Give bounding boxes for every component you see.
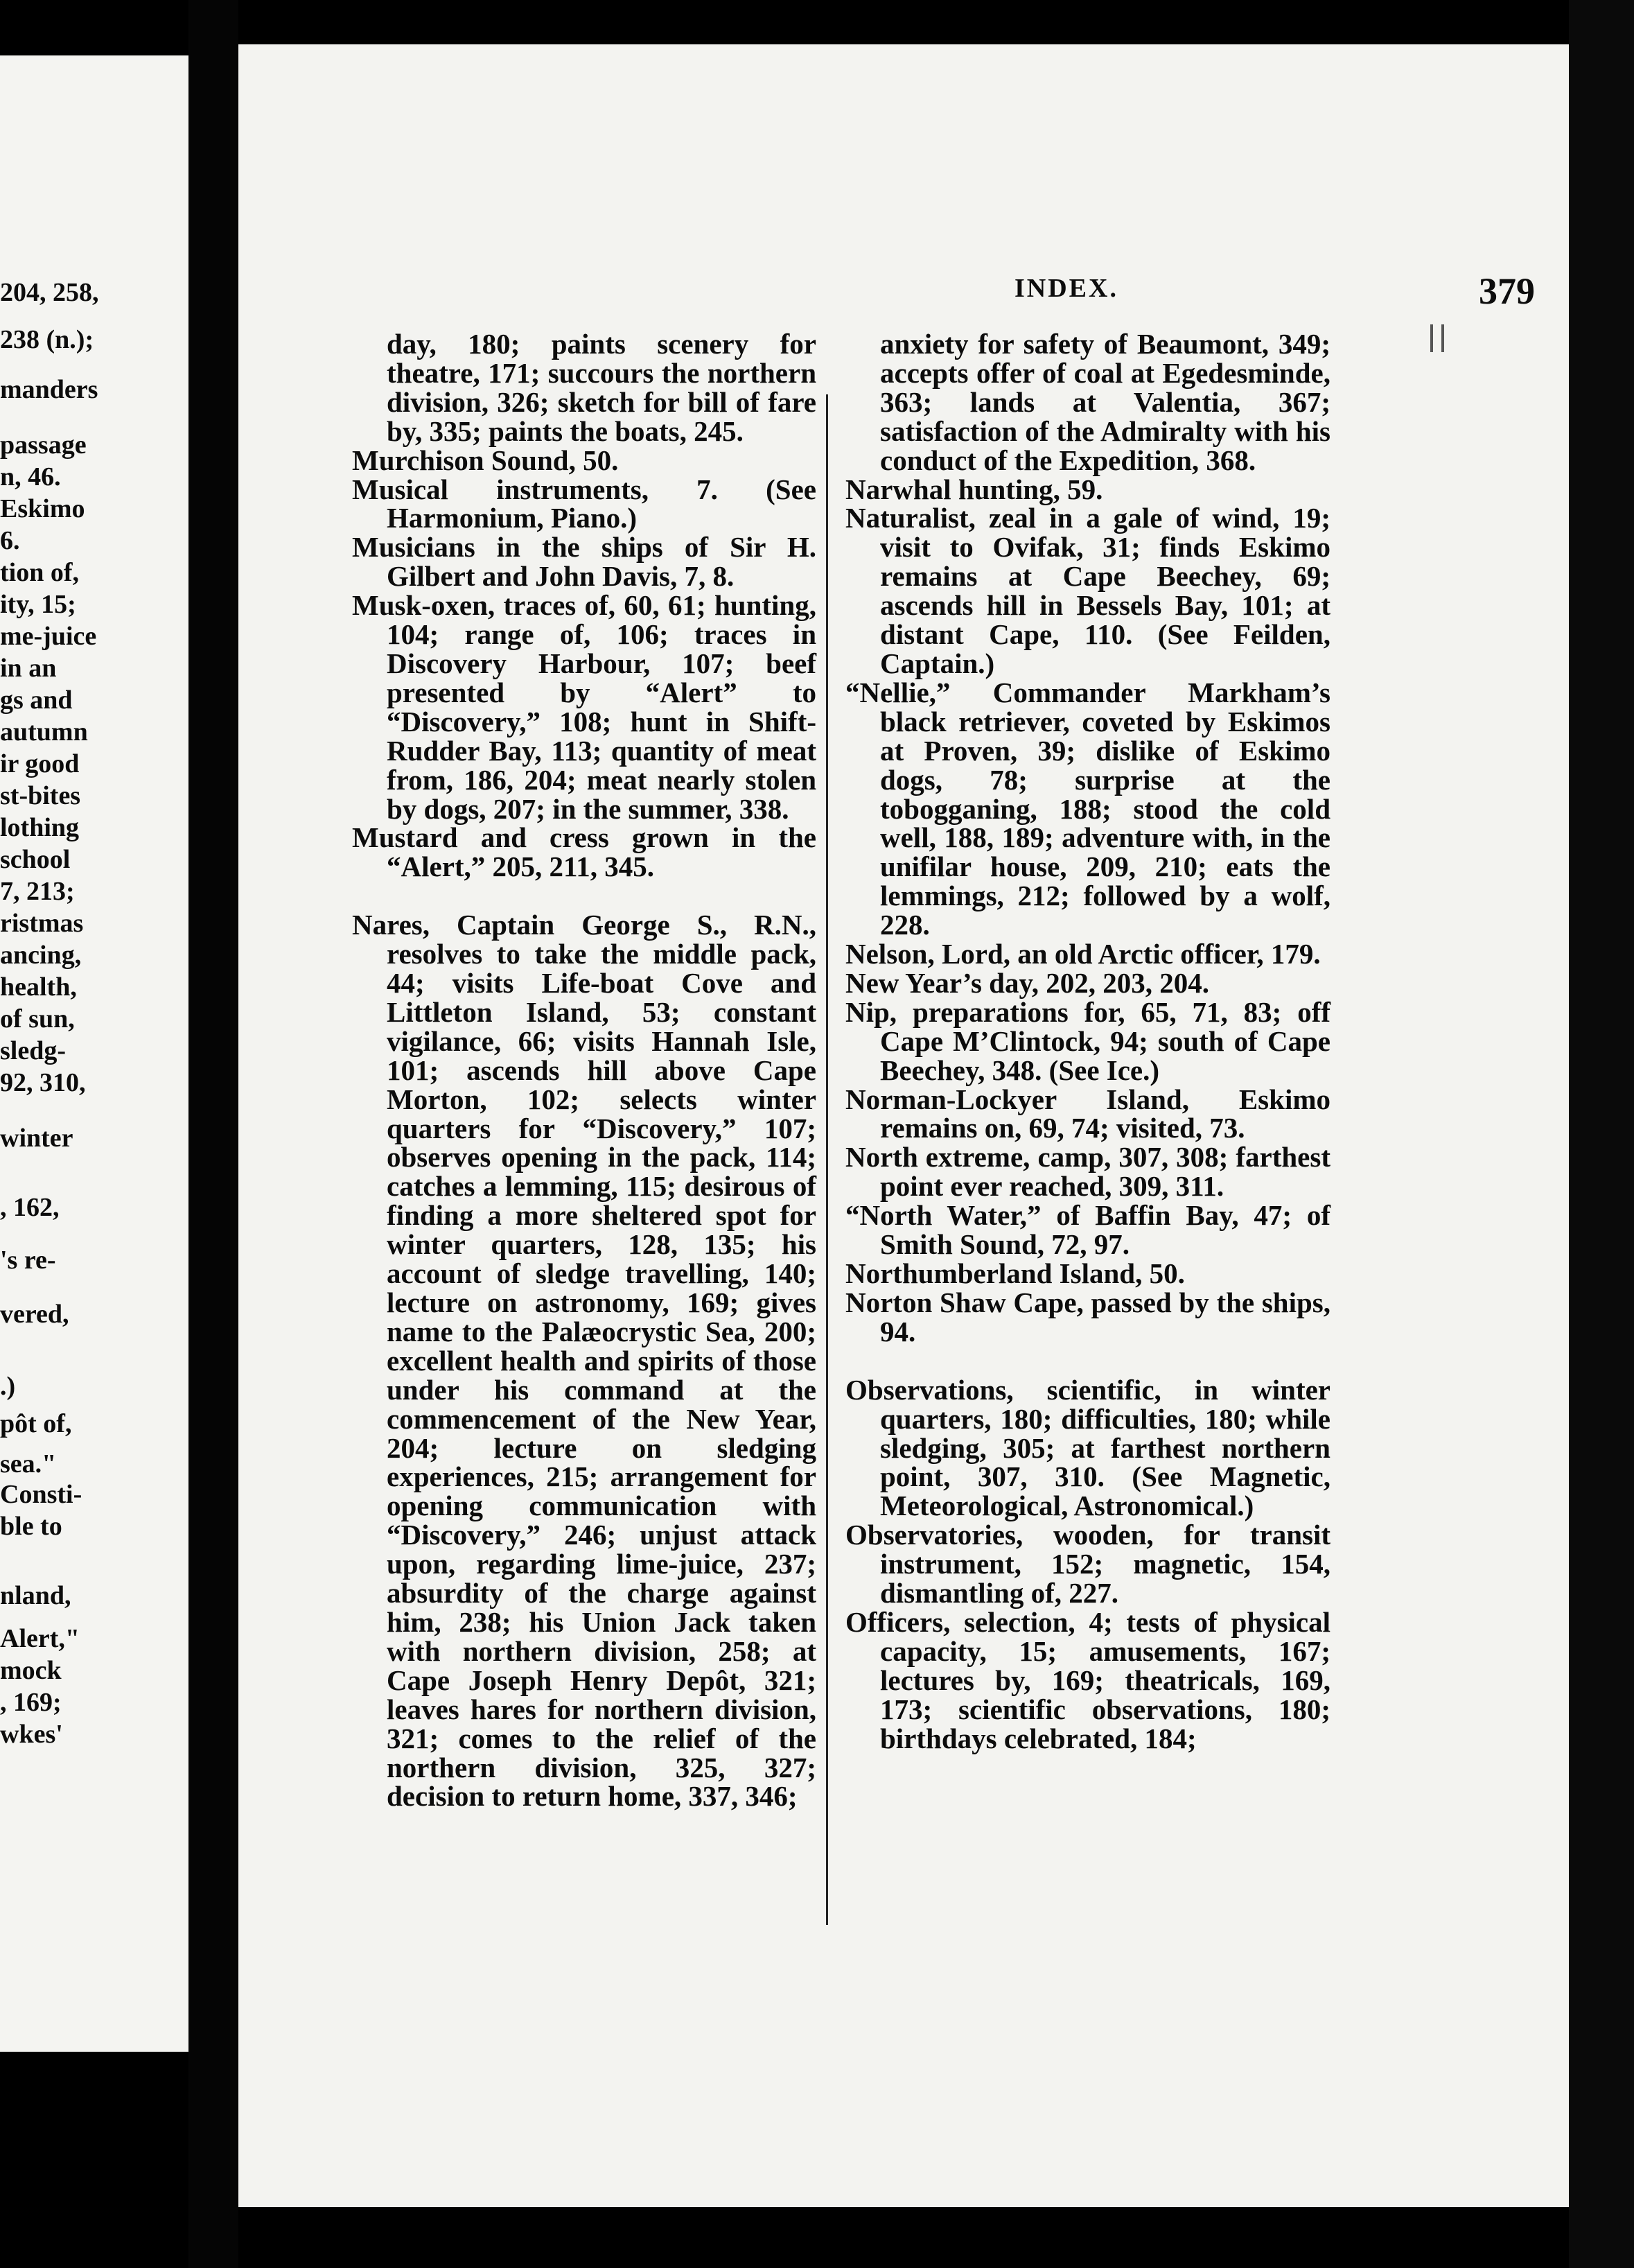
index-entry: Mustard and cress grown in the “Alert,” 205, 211, 345.	[352, 821, 816, 883]
index-entry: “Nellie,” Commander Markham’s black retriever, coveted by Eskimos at Proven, 39; dislike of Eskimo dogs, 78; surprise at the tobogganing, 188; stood the cold well, 188, 189; adventure with, in the unifilar house, 209, 210; eats the lemmings, 212; followed by a wolf, 228.	[845, 676, 1330, 941]
index-entry-continuation: day, 180; paints scenery for theatre, 171; succours the northern division, 326; sketch for bill of fare by, 335; paints the boats, 245.	[387, 328, 816, 447]
facing-page-text: n, 46.	[0, 462, 61, 491]
facing-page-text: st-bites	[0, 781, 81, 810]
facing-page-text: pôt of,	[0, 1409, 72, 1438]
index-entry: Nares, Captain George S., R.N., resolves to take the middle pack, 44; visits Life-boat Cove and Littleton Island, 53; constant vigilance, 66; visits Hannah Isle, 101; ascends hill above Cape Morton, 102; selects winter quarters for “Discovery,” 107; observes opening in the pack, 114; catches a lemming, 115; desirous of finding a more sheltered spot for winter quarters, 128, 135; his account of sledge travelling, 140; lecture on astronomy, 169; gives name to the Palæocrystic Sea, 200; excellent health and spirits of those under his command at the commencement of the New Year, 204; lecture on sledging experiences, 215; arrangement for opening communication with “Discovery,” 246; unjust attack upon, regarding lime-juice, 237; absurdity of the charge against him, 238; his Union Jack taken with northern division, 258; at Cape Joseph Henry Depôt, 321; leaves hares for northern division, 321; comes to the relief of the northern division, 325, 327; decision to return home, 337, 346;	[352, 909, 816, 1813]
index-page	[238, 44, 1569, 2207]
index-entry-continuation: anxiety for safety of Beaumont, 349; accepts offer of coal at Egedesminde, 363; lands at Valentia, 367; satisfaction of the Admiralty with his conduct of the Expedition, 368.	[880, 328, 1330, 476]
facing-page-text: sea."	[0, 1449, 57, 1478]
index-entry: Narwhal hunting, 59.	[845, 473, 1103, 505]
facing-page-text: 238 (n.);	[0, 325, 94, 354]
index-entry: New Year’s day, 202, 203, 204.	[845, 966, 1209, 999]
facing-page-text: .)	[0, 1372, 16, 1401]
facing-page-text: tion of,	[0, 558, 79, 587]
index-entry: Observations, scientific, in winter quarters, 180; difficulties, 180; while sledging, 305; at farthest northern point, 307, 310. (See Magnetic, Meteorological, Astronomical.)	[845, 1373, 1330, 1522]
facing-page-text: 204, 258,	[0, 278, 99, 307]
facing-page-text: , 169;	[0, 1688, 62, 1717]
facing-page-text: 's re-	[0, 1246, 56, 1275]
index-column-left	[352, 330, 816, 1811]
scan-border	[1569, 0, 1634, 2268]
index-entry: Musicians in the ships of Sir H. Gilbert and John Davis, 7, 8.	[352, 531, 816, 593]
facing-page-text: ble to	[0, 1512, 62, 1541]
index-entry: Officers, selection, 4; tests of physical capacity, 15; amusements, 167; lectures by, 169; theatricals, 169, 173; scientific observations, 180; birthdays celebrated, 184;	[845, 1605, 1330, 1754]
facing-page-text: vered,	[0, 1300, 69, 1329]
facing-page-text: mock	[0, 1656, 62, 1685]
facing-page-text: ity, 15;	[0, 590, 76, 619]
index-entry: Musical instruments, 7. (See Harmonium, Piano.)	[352, 473, 816, 534]
index-entry: Naturalist, zeal in a gale of wind, 19; visit to Ovifak, 31; finds Eskimo remains at Cape Beechey, 69; ascends hill in Bessels Bay, 101; at distant Cape, 110. (See Feilden, Captain.)	[845, 502, 1330, 679]
facing-page-text: ir good	[0, 749, 80, 778]
index-entry: “North Water,” of Baffin Bay, 47; of Smith Sound, 72, 97.	[845, 1199, 1330, 1261]
facing-page-text: me-juice	[0, 622, 97, 651]
facing-page-text: autumn	[0, 717, 88, 747]
facing-page-text: health,	[0, 972, 77, 1002]
index-entry: Murchison Sound, 50.	[352, 444, 619, 476]
facing-page-text: of sun,	[0, 1004, 75, 1033]
index-column-right	[845, 330, 1330, 1754]
index-entry: Nelson, Lord, an old Arctic officer, 179.	[845, 938, 1321, 970]
section-gap	[352, 882, 816, 911]
index-entry: Observatories, wooden, for transit instrument, 152; magnetic, 154, dismantling of, 227.	[845, 1519, 1330, 1610]
column-rule	[826, 394, 828, 1925]
facing-page-text: school	[0, 845, 71, 874]
facing-page-fragment	[0, 55, 188, 2052]
running-head: INDEX.	[1014, 274, 1118, 303]
facing-page-text: lothing	[0, 813, 80, 842]
index-entry: Nip, preparations for, 65, 71, 83; off Cape M’Clintock, 94; south of Cape Beechey, 348. (See Ice.)	[845, 995, 1330, 1086]
index-entry: Norton Shaw Cape, passed by the ships, 94.	[845, 1286, 1330, 1347]
section-gap	[845, 1347, 1330, 1376]
facing-page-text: Eskimo	[0, 494, 85, 523]
facing-page-text: 7, 213;	[0, 877, 75, 906]
index-entry: North extreme, camp, 307, 308; farthest point ever reached, 309, 311.	[845, 1141, 1330, 1203]
facing-page-text: , 162,	[0, 1193, 60, 1222]
facing-page-text: wkes'	[0, 1720, 63, 1749]
facing-page-text: Consti-	[0, 1480, 82, 1509]
facing-page-text: manders	[0, 375, 98, 404]
index-entry: Musk-oxen, traces of, 60, 61; hunting, 104; range of, 106; traces in Discovery Harbour, 107; beef presented by “Alert” to “Discovery,” 108; hunt in Shift-Rudder Bay, 113; quantity of meat from, 186, 204; meat nearly stolen by dogs, 207; in the summer, 338.	[352, 589, 816, 825]
facing-page-text: ancing,	[0, 941, 82, 970]
facing-page-text: 92, 310,	[0, 1068, 86, 1097]
index-entry: Northumberland Island, 50.	[845, 1257, 1185, 1289]
facing-page-text: winter	[0, 1124, 73, 1153]
header-mark	[1430, 324, 1433, 352]
book-gutter	[188, 0, 238, 2268]
facing-page-text: Alert,"	[0, 1624, 80, 1653]
header-mark	[1441, 324, 1444, 352]
facing-page-text: in an	[0, 654, 57, 683]
facing-page-text: gs and	[0, 686, 73, 715]
page-number: 379	[1479, 270, 1535, 312]
facing-page-text: passage	[0, 430, 87, 460]
facing-page-text: 6.	[0, 526, 20, 555]
index-entry: Norman-Lockyer Island, Eskimo remains on, 69, 74; visited, 73.	[845, 1083, 1330, 1144]
facing-page-text: ristmas	[0, 909, 84, 938]
facing-page-text: sledg-	[0, 1036, 66, 1065]
facing-page-text: nland,	[0, 1581, 71, 1610]
